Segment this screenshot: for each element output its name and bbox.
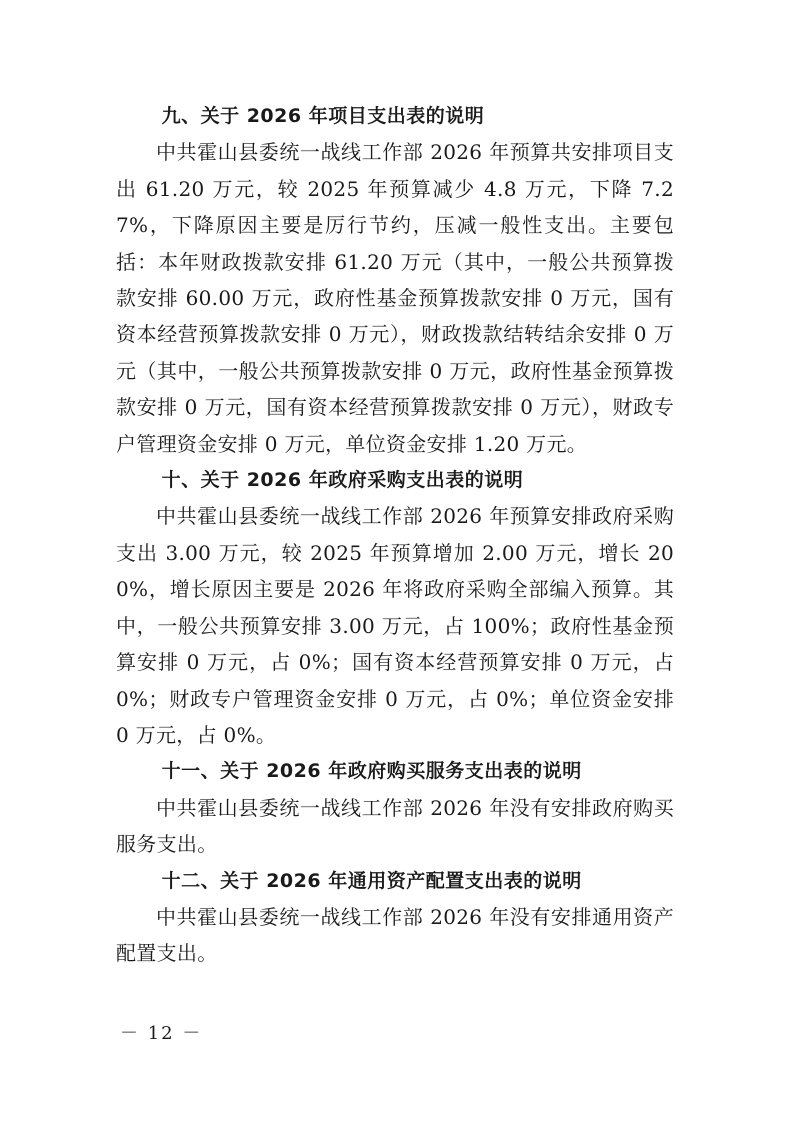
section-heading-11: 十一、关于 2026 年政府购买服务支出表的说明 bbox=[161, 760, 582, 783]
section-body-11: 中共霍山县委统一战线工作部 2026 年没有安排政府购买服务支出。 bbox=[116, 795, 674, 857]
document-body bbox=[116, 98, 674, 972]
page-number: － 12 － bbox=[120, 1023, 203, 1044]
section-heading-12: 十二、关于 2026 年通用资产配置支出表的说明 bbox=[161, 869, 582, 892]
section-heading-9: 九、关于 2026 年项目支出表的说明 bbox=[161, 105, 485, 127]
section-body-12: 中共霍山县委统一战线工作部 2026 年没有安排通用资产配置支出。 bbox=[116, 904, 674, 966]
section-heading-10: 十、关于 2026 年政府采购支出表的说明 bbox=[161, 469, 524, 492]
section-body-9: 中共霍山县委统一战线工作部 2026 年预算共安排项目支出 61.20 万元，较 2025 年预算减少 4.8 万元，下降 7.27%，下降原因主要是厉行节约，压减一般性支出。主要包括：本年财政拨款安排 61.20 万元（其中，一般公共预算拨款安排 60.00 万元，政府性基金预算拨款安排 0 万元，国有资本经营预算拨款安排 0 万元），财政拨款结转结余安排 0 万元（其中，一般公共预算拨款安排 0 万元，政府性基金预算拨款安排 0 万元，国有资本经营预算拨款安排 0 万元），财政专户管理资金安排 0 万元，单位资金安排 1.20 万元。 bbox=[116, 140, 674, 456]
section-body-10: 中共霍山县委统一战线工作部 2026 年预算安排政府采购支出 3.00 万元，较 2025 年预算增加 2.00 万元，增长 200%，增长原因主要是 2026 年将政府采购全部编入预算。其中，一般公共预算安排 3.00 万元，占 100%；政府性基金预算安排 0 万元，占 0%；国有资本经营预算安排 0 万元，占 0%；财政专户管理资金安排 0 万元，占 0%；单位资金安排 0 万元，占 0%。 bbox=[116, 504, 674, 747]
